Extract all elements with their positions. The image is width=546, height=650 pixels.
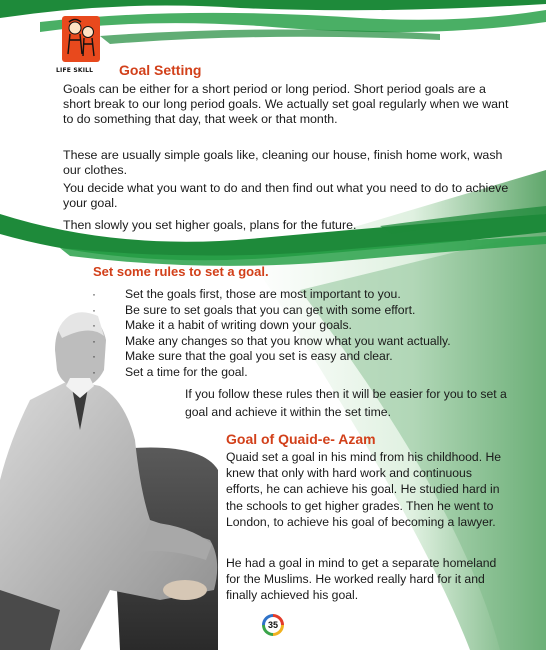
goal-setting-paragraph-2: These are usually simple goals like, cleaning our house, finish home work, wash our clothes. — [63, 148, 503, 177]
bullet: · — [92, 318, 96, 332]
goal-setting-paragraph-4: Then slowly you set higher goals, plans for the future. — [63, 218, 357, 232]
goal-setting-paragraph-1: Goals can be either for a short period or long period. Short period goals are a short break to our long period goals. We actually set goal regularly when we want to do something that day, that week or that month. — [63, 82, 509, 126]
rules-closing-paragraph: If you follow these rules then it will be easier for you to set a goal and achieve it within the set time. — [185, 387, 507, 419]
bullet: · — [92, 302, 96, 317]
bullet: · — [92, 333, 96, 348]
list-item — [92, 318, 512, 334]
rules-list — [92, 287, 512, 380]
quaid-paragraph-2: He had a goal in mind to get a separate homeland for the Muslims. He worked really hard for it and finally achieved his goal. — [226, 556, 497, 603]
rule-text: Set a time for the goal. — [125, 364, 248, 379]
list-item — [92, 349, 512, 365]
goal-setting-paragraph-3: You decide what you want to do and then find out what you need to do to achieve your goal. — [63, 181, 509, 210]
rule-text: Be sure to set goals that you can get with some effort. — [125, 302, 416, 317]
quaid-heading: Goal of Quaid-e- Azam — [226, 431, 376, 447]
logo-caption: LIFE SKILL — [56, 67, 94, 74]
rule-text: Make it a habit of writing down your goals. — [125, 318, 352, 332]
bullet: · — [92, 349, 96, 363]
life-skill-logo-icon — [58, 10, 104, 66]
rule-text: Make sure that the goal you set is easy and clear. — [125, 349, 393, 363]
page-number-badge — [262, 614, 284, 636]
list-item — [92, 334, 512, 350]
rule-text: Make any changes so that you know what you want actually. — [125, 333, 451, 348]
rule-text: Set the goals first, those are most important to you. — [125, 287, 401, 301]
bullet: · — [92, 287, 96, 301]
bullet: · — [92, 364, 96, 379]
list-item — [92, 303, 512, 319]
quaid-paragraph-1: Quaid set a goal in his mind from his childhood. He knew that only with hard work and continuous efforts, he can achieve his goal. He studied hard in the schools to get higher grades. Then he went to London, to achieve his goal of becoming a lawyer. — [226, 450, 502, 529]
list-item — [92, 365, 512, 381]
goal-setting-heading: Goal Setting — [119, 62, 202, 78]
page-number: 35 — [265, 617, 281, 633]
list-item — [92, 287, 512, 303]
rules-heading: Set some rules to set a goal. — [93, 264, 269, 279]
